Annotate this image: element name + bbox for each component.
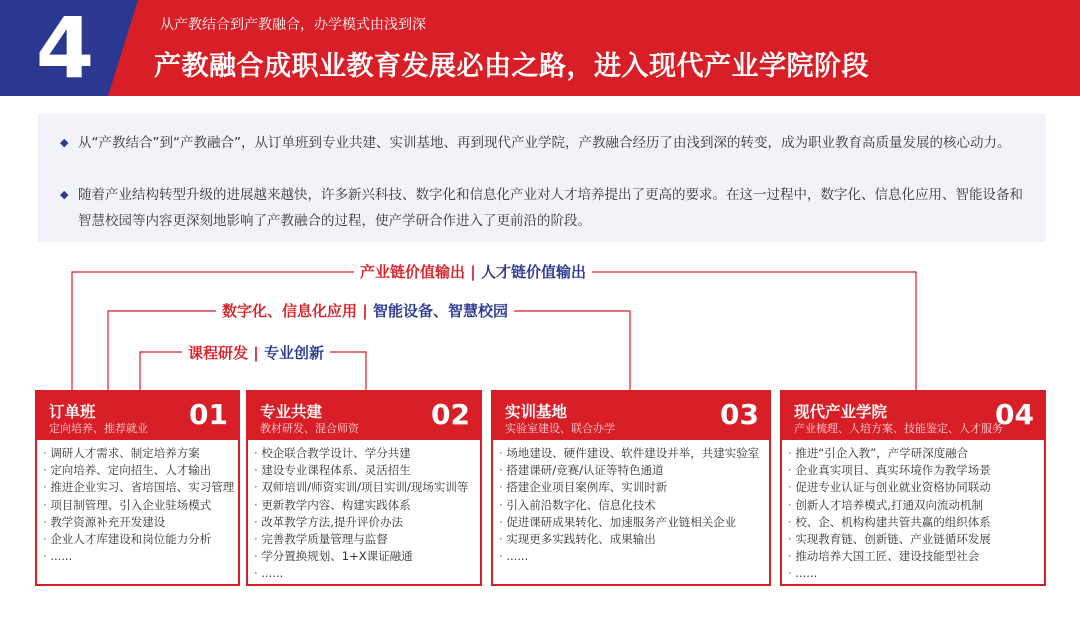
card-title: 专业共建 bbox=[260, 403, 323, 421]
list-item: · 企业人才库建设和岗位能力分析 bbox=[43, 531, 234, 548]
list-item: · ...... bbox=[788, 565, 1040, 582]
card-header bbox=[37, 392, 238, 440]
list-item: · ...... bbox=[254, 565, 476, 582]
connector-label-left: 产业链价值输出 bbox=[360, 263, 466, 281]
list-item: · 校企联合教学设计、学分共建 bbox=[254, 445, 476, 462]
list-item: · 实现更多实践转化、成果输出 bbox=[499, 531, 765, 548]
card-number: 03 bbox=[720, 398, 759, 431]
card-number: 01 bbox=[189, 398, 228, 431]
connector-label-middle bbox=[216, 300, 514, 321]
connector-label-left: 课程研发 bbox=[188, 344, 249, 362]
intro-bullet-text: 从“产教结合”到“产教融合”，从订单班到专业共建、实训基地、再到现代产业学院，产教融合经历了由浅到深的转变，成为职业教育高质量发展的核心动力。 bbox=[78, 135, 1011, 151]
diamond-bullet-icon: ◆ bbox=[60, 136, 69, 149]
connector-label-right: 专业创新 bbox=[263, 344, 324, 362]
list-item: · 建设专业课程体系、灵活招生 bbox=[254, 462, 476, 479]
list-item: · 引入前沿数字化、信息化技术 bbox=[499, 497, 765, 514]
card-number: 04 bbox=[995, 398, 1034, 431]
intro-bullet bbox=[60, 130, 1035, 156]
list-item: · 更新教学内容、构建实践体系 bbox=[254, 497, 476, 514]
list-item: · 项目制管理、引入企业驻场模式 bbox=[43, 497, 234, 514]
list-item: · 企业真实项目、真实环境作为教学场景 bbox=[788, 462, 1040, 479]
stage-card-order-class bbox=[35, 390, 240, 586]
list-item: · 搭建企业项目案例库、实训时新 bbox=[499, 479, 765, 496]
list-item: · 双师培训/师资实训/项目实训/现场实训等 bbox=[254, 479, 476, 496]
list-item: · 创新人才培养模式,打通双向流动机制 bbox=[788, 497, 1040, 514]
card-header bbox=[493, 392, 769, 440]
diamond-bullet-icon: ◆ bbox=[60, 188, 69, 201]
card-number: 02 bbox=[431, 398, 470, 431]
list-item: · 推动培养大国工匠、建设技能型社会 bbox=[788, 548, 1040, 565]
list-item: · 推进“引企入教”，产学研深度融合 bbox=[788, 445, 1040, 462]
card-header bbox=[248, 392, 480, 440]
list-item: · 完善教学质量管理与监督 bbox=[254, 531, 476, 548]
intro-bullet bbox=[60, 182, 1035, 234]
card-title: 现代产业学院 bbox=[794, 403, 888, 421]
list-item: · ...... bbox=[43, 548, 234, 565]
card-subtitle: 教材研发、混合师资 bbox=[260, 422, 359, 435]
connector-label-outer bbox=[354, 261, 592, 282]
card-subtitle: 定向培养、推荐就业 bbox=[49, 422, 148, 435]
list-item: · 改革教学方法,提升评价办法 bbox=[254, 514, 476, 531]
list-item: · 搭建课研/竞赛/认证等特色通道 bbox=[499, 462, 765, 479]
header-subtitle: 从产教结合到产教融合，办学模式由浅到深 bbox=[160, 17, 426, 33]
connector-label-left: 数字化、信息化应用 bbox=[222, 302, 358, 320]
list-item: · 调研人才需求、制定培养方案 bbox=[43, 445, 234, 462]
list-item: · 教学资源补充开发建设 bbox=[43, 514, 234, 531]
list-item: · 校、企、机构构建共管共赢的组织体系 bbox=[788, 514, 1040, 531]
card-title: 订单班 bbox=[49, 403, 96, 421]
outer-connector bbox=[72, 272, 916, 390]
stage-card-industry-college bbox=[780, 390, 1046, 586]
connector-label-sep: | bbox=[253, 344, 259, 362]
connector-label-right: 智能设备、智慧校园 bbox=[372, 302, 508, 320]
card-item-list bbox=[43, 445, 234, 565]
card-subtitle: 实验室建设、联合办学 bbox=[505, 422, 615, 435]
list-item: · 场地建设、硬件建设、软件建设并举，共建实验室 bbox=[499, 445, 765, 462]
card-item-list bbox=[254, 445, 476, 583]
section-number: 4 bbox=[35, 0, 95, 97]
connector-label-sep: | bbox=[362, 302, 368, 320]
card-item-list bbox=[788, 445, 1040, 583]
list-item: · 促进专业认证与创业就业资格协同联动 bbox=[788, 479, 1040, 496]
card-item-list bbox=[499, 445, 765, 565]
page-title: 产教融合成职业教育发展必由之路，进入现代产业学院阶段 bbox=[154, 51, 869, 82]
card-header bbox=[782, 392, 1044, 440]
card-title: 实训基地 bbox=[505, 403, 568, 421]
connector-label-right: 人才链价值输出 bbox=[480, 263, 586, 281]
connector-label-sep: | bbox=[470, 263, 476, 281]
intro-box bbox=[38, 114, 1046, 242]
list-item: · 推进企业实习、省培国培、实习管理 bbox=[43, 479, 234, 496]
card-subtitle: 产业梳理、人培方案、技能鉴定、人才服务 bbox=[794, 422, 1003, 435]
intro-bullet-text: 随着产业结构转型升级的进展越来越快，许多新兴科技、数字化和信息化产业对人才培养提出了更高的要求。在这一过程中，数字化、信息化应用、智能设备和智慧校园等内容更深刻地影响了产教融合的过程，使产学研合作进入了更前沿的阶段。 bbox=[78, 187, 1023, 229]
list-item: · 定向培养、定向招生、人才输出 bbox=[43, 462, 234, 479]
list-item: · 学分置换规划、1+X课证融通 bbox=[254, 548, 476, 565]
list-item: · 实现教育链、创新链、产业链循环发展 bbox=[788, 531, 1040, 548]
list-item: · ...... bbox=[499, 548, 765, 565]
connector-label-inner bbox=[182, 342, 330, 363]
stage-card-co-construction bbox=[246, 390, 482, 586]
list-item: · 促进课研成果转化、加速服务产业链相关企业 bbox=[499, 514, 765, 531]
stage-card-training-base bbox=[491, 390, 771, 586]
